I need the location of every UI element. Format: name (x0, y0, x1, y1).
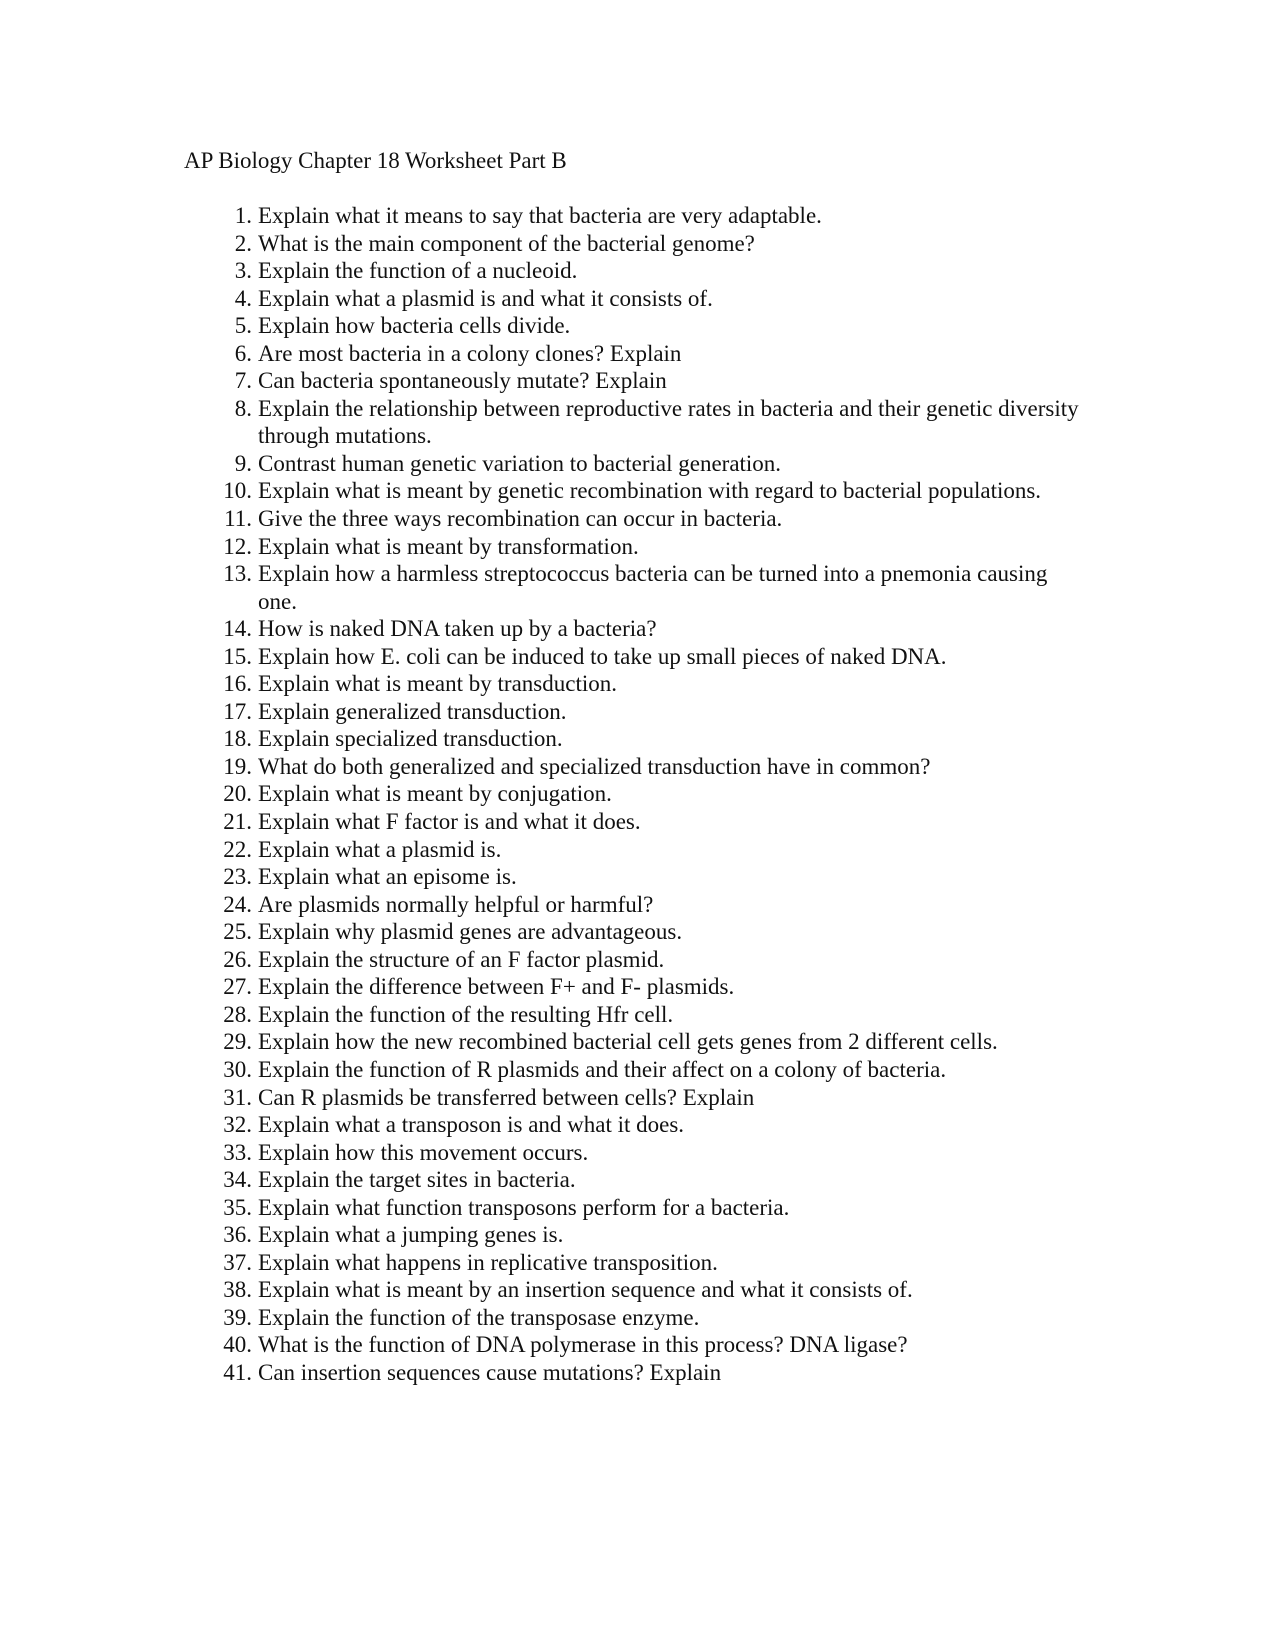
question-text: Can insertion sequences cause mutations? Explain (258, 1359, 722, 1385)
question-number: 22. (223, 836, 252, 862)
question-item (212, 1276, 1092, 1304)
question-text: Explain what a transposon is and what it does. (258, 1112, 685, 1138)
question-text: Are most bacteria in a colony clones? Explain (258, 340, 682, 366)
question-item (212, 560, 1092, 615)
question-number: 25. (223, 919, 252, 945)
question-item (212, 1304, 1092, 1332)
question-number: 37. (223, 1249, 252, 1275)
question-number: 26. (223, 946, 252, 972)
question-text: Explain what a plasmid is. (258, 836, 502, 862)
question-number: 16. (223, 671, 252, 697)
question-number: 9. (234, 450, 252, 476)
question-text: How is naked DNA taken up by a bacteria? (258, 616, 657, 642)
question-text: Explain what function transposons perform for a bacteria. (258, 1194, 790, 1220)
question-text: Explain the relationship between reproductive rates in bacteria and their genetic diversity through mutations. (258, 395, 1079, 449)
question-number: 35. (223, 1194, 252, 1220)
question-item (212, 753, 1092, 781)
question-text: Can R plasmids be transferred between cells? Explain (258, 1084, 755, 1110)
question-number: 13. (223, 561, 252, 587)
question-item (212, 615, 1092, 643)
question-text: Explain how the new recombined bacterial cell gets genes from 2 different cells. (258, 1029, 998, 1055)
question-item (212, 257, 1092, 285)
question-number: 41. (223, 1359, 252, 1385)
question-number: 29. (223, 1029, 252, 1055)
question-text: Explain why plasmid genes are advantageous. (258, 919, 683, 945)
question-text: Contrast human genetic variation to bacterial generation. (258, 450, 782, 476)
question-text: Are plasmids normally helpful or harmful? (258, 891, 654, 917)
question-number: 27. (223, 974, 252, 1000)
question-item (212, 1194, 1092, 1222)
question-number: 38. (223, 1277, 252, 1303)
question-item (212, 863, 1092, 891)
question-item (212, 1139, 1092, 1167)
question-text: Explain what is meant by transduction. (258, 671, 617, 697)
question-text: Explain the function of a nucleoid. (258, 258, 578, 284)
question-number: 31. (223, 1084, 252, 1110)
question-item (212, 285, 1092, 313)
question-item (212, 1111, 1092, 1139)
question-number: 15. (223, 643, 252, 669)
question-number: 28. (223, 1001, 252, 1027)
question-item (212, 367, 1092, 395)
question-item (212, 891, 1092, 919)
question-text: Explain what it means to say that bacteria are very adaptable. (258, 203, 822, 228)
question-item (212, 1001, 1092, 1029)
question-item (212, 1331, 1092, 1359)
question-item (212, 340, 1092, 368)
question-item (212, 670, 1092, 698)
question-text: Explain what happens in replicative transposition. (258, 1249, 718, 1275)
question-item (212, 533, 1092, 561)
question-item (212, 780, 1092, 808)
question-text: Explain how a harmless streptococcus bacteria can be turned into a pnemonia causing one. (258, 561, 1048, 614)
question-text: Explain what a jumping genes is. (258, 1222, 564, 1248)
question-list (212, 202, 1092, 1387)
question-text: Explain what is meant by an insertion sequence and what it consists of. (258, 1277, 913, 1303)
question-text: Explain the target sites in bacteria. (258, 1167, 576, 1193)
question-number: 32. (223, 1112, 252, 1138)
question-number: 40. (223, 1332, 252, 1358)
question-item (212, 202, 1092, 230)
question-number: 12. (223, 533, 252, 559)
question-item (212, 918, 1092, 946)
question-item (212, 1028, 1092, 1056)
question-item (212, 808, 1092, 836)
question-item (212, 1359, 1092, 1387)
question-text: Explain the difference between F+ and F- plasmids. (258, 974, 735, 1000)
question-text: Explain the function of the resulting Hfr cell. (258, 1001, 674, 1027)
question-item (212, 477, 1092, 505)
question-item (212, 973, 1092, 1001)
question-number: 24. (223, 891, 252, 917)
question-text: Explain what F factor is and what it does. (258, 809, 641, 835)
page-title: AP Biology Chapter 18 Worksheet Part B (184, 148, 567, 173)
question-item (212, 725, 1092, 753)
question-number: 30. (223, 1056, 252, 1082)
question-item (212, 1056, 1092, 1084)
question-text: Explain the function of R plasmids and their affect on a colony of bacteria. (258, 1056, 947, 1082)
question-text: Explain specialized transduction. (258, 726, 563, 752)
question-number: 33. (223, 1139, 252, 1165)
question-text: What is the function of DNA polymerase in this process? DNA ligase? (258, 1332, 908, 1358)
question-number: 21. (223, 809, 252, 835)
question-text: Explain what is meant by genetic recombination with regard to bacterial populations. (258, 478, 1042, 504)
question-item (212, 395, 1092, 450)
question-number: 2. (234, 230, 252, 256)
question-number: 18. (223, 726, 252, 752)
question-number: 36. (223, 1222, 252, 1248)
question-item (212, 836, 1092, 864)
question-item (212, 1166, 1092, 1194)
question-text: Explain what is meant by conjugation. (258, 781, 612, 807)
question-number: 19. (223, 753, 252, 779)
question-text: Explain how this movement occurs. (258, 1139, 589, 1165)
question-number: 14. (223, 616, 252, 642)
question-item (212, 698, 1092, 726)
question-item (212, 450, 1092, 478)
question-number: 17. (223, 698, 252, 724)
question-number: 39. (223, 1304, 252, 1330)
question-item (212, 1084, 1092, 1112)
question-item (212, 1249, 1092, 1277)
question-text: What do both generalized and specialized transduction have in common? (258, 753, 931, 779)
question-number: 4. (234, 285, 252, 311)
question-item (212, 946, 1092, 974)
question-text: Explain the structure of an F factor plasmid. (258, 946, 665, 972)
question-text: Explain what an episome is. (258, 864, 517, 890)
question-item (212, 643, 1092, 671)
question-text: What is the main component of the bacterial genome? (258, 230, 755, 256)
question-text: Give the three ways recombination can occur in bacteria. (258, 506, 783, 532)
question-item (212, 312, 1092, 340)
question-number: 6. (234, 340, 252, 366)
question-text: Explain the function of the transposase enzyme. (258, 1304, 700, 1330)
question-text: Explain how E. coli can be induced to take up small pieces of naked DNA. (258, 643, 947, 669)
question-number: 3. (234, 258, 252, 284)
question-text: Can bacteria spontaneously mutate? Explain (258, 368, 667, 394)
question-number: 1. (234, 203, 252, 228)
question-number: 23. (223, 864, 252, 890)
question-number: 5. (234, 313, 252, 339)
question-number: 8. (234, 395, 252, 421)
question-number: 20. (223, 781, 252, 807)
question-number: 11. (224, 506, 252, 532)
question-text: Explain what a plasmid is and what it consists of. (258, 285, 713, 311)
question-number: 34. (223, 1167, 252, 1193)
question-number: 10. (223, 478, 252, 504)
question-text: Explain what is meant by transformation. (258, 533, 639, 559)
question-text: Explain generalized transduction. (258, 698, 567, 724)
question-item (212, 505, 1092, 533)
question-item (212, 230, 1092, 258)
question-text: Explain how bacteria cells divide. (258, 313, 571, 339)
question-number: 7. (234, 368, 252, 394)
question-item (212, 1221, 1092, 1249)
